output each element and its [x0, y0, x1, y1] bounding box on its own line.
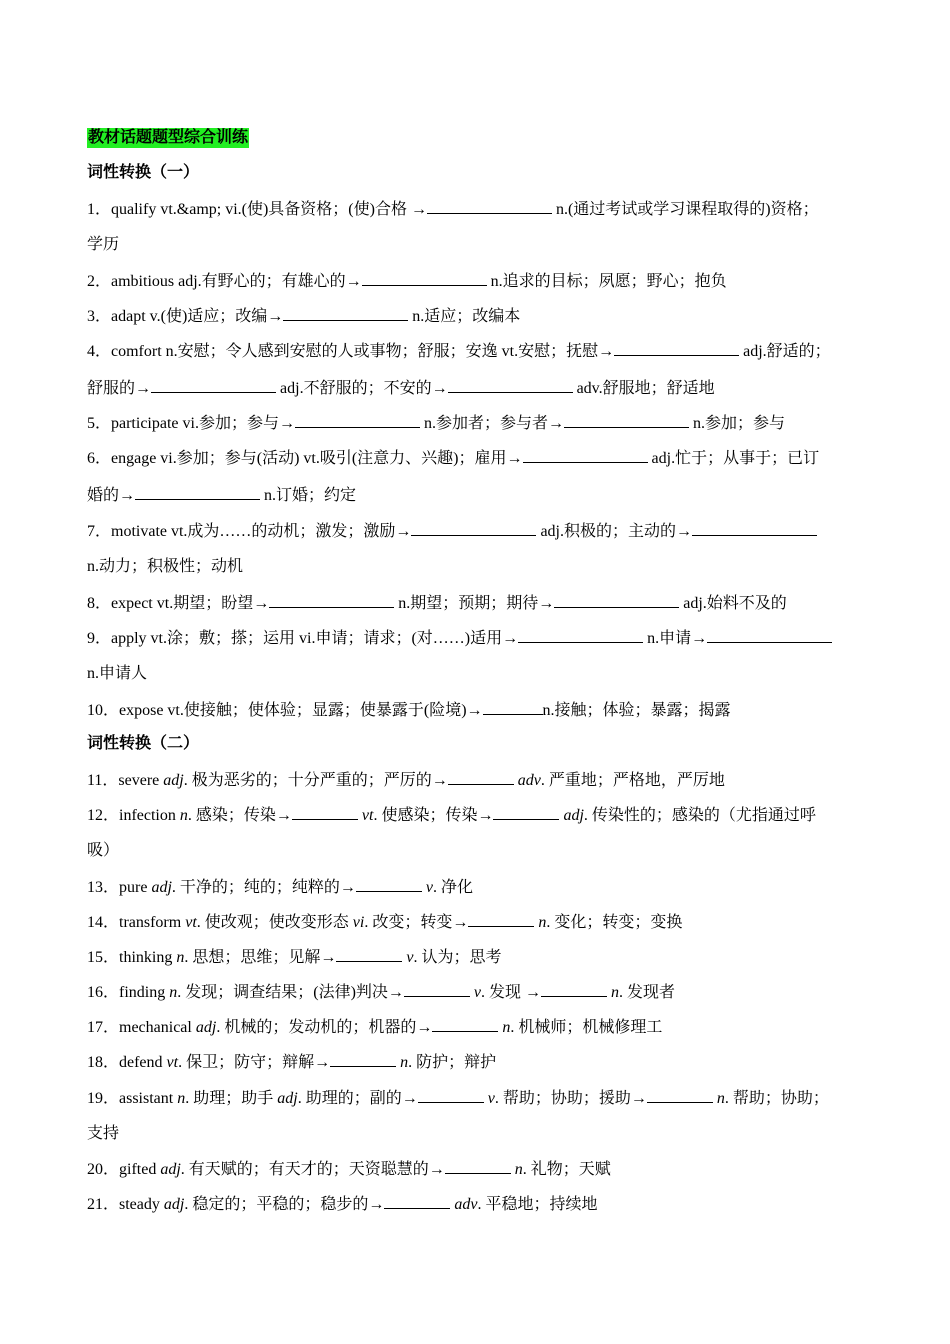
answer-blank[interactable]	[518, 627, 643, 643]
answer-blank[interactable]	[493, 804, 559, 820]
question-7-cont: n.动力；积极性；动机	[87, 558, 244, 575]
question-10: 10．expose vt.使接触；使体验；显露；使暴露于(险境)→ n.接触；体验；暴露；揭露	[87, 699, 862, 721]
answer-blank[interactable]	[483, 699, 543, 715]
question-4: 4．comfort n.安慰；令人感到安慰的人或事物；舒服；安逸 vt.安慰；抚慰→ adj.舒适的；	[87, 340, 862, 362]
answer-blank[interactable]	[614, 340, 739, 356]
answer-blank[interactable]	[554, 592, 679, 608]
question-12-cont: 吸）	[87, 842, 120, 859]
section-heading-1: 词性转换（一）	[87, 164, 200, 181]
question-5: 5．participate vi.参加；参与→ n.参加者；参与者→ n.参加；参与	[87, 412, 862, 434]
question-2: 2．ambitious adj.有野心的；有雄心的→ n.追求的目标；夙愿；野心；抱负	[87, 270, 862, 292]
answer-blank[interactable]	[283, 305, 408, 321]
question-1-cont: 学历	[87, 236, 120, 253]
answer-blank[interactable]	[448, 769, 514, 785]
answer-blank[interactable]	[269, 592, 394, 608]
answer-blank[interactable]	[404, 981, 470, 997]
answer-blank[interactable]	[330, 1051, 396, 1067]
answer-blank[interactable]	[295, 412, 420, 428]
answer-blank[interactable]	[541, 981, 607, 997]
answer-blank[interactable]	[692, 520, 817, 536]
answer-blank[interactable]	[523, 447, 648, 463]
question-12: 12．infection n. 感染；传染→ vt. 使感染；传染→ adj. 传染性的；感染的（尤指通过呼	[87, 804, 862, 826]
question-16: 16．finding n. 发现；调查结果；(法律)判决→ v. 发现 → n. 发现者	[87, 981, 862, 1003]
question-7: 7．motivate vt.成为……的动机；激发；激励→ adj.积极的；主动的→	[87, 520, 862, 542]
question-19: 19．assistant n. 助理；助手 adj. 助理的；副的→ v. 帮助；协助；援助→ n. 帮助；协助；	[87, 1087, 862, 1109]
question-4-cont: 舒服的→ adj.不舒服的；不安的→ adv.舒服地；舒适地	[87, 377, 862, 399]
answer-blank[interactable]	[135, 484, 260, 500]
answer-blank[interactable]	[432, 1016, 498, 1032]
question-21: 21．steady adj. 稳定的；平稳的；稳步的→ adv. 平稳地；持续地	[87, 1193, 862, 1215]
answer-blank[interactable]	[468, 911, 534, 927]
title-line	[87, 128, 862, 148]
question-6: 6．engage vi.参加；参与(活动) vt.吸引(注意力、兴趣)；雇用→ adj.忙于；从事于；已订	[87, 447, 862, 469]
question-8: 8．expect vt.期望；盼望→ n.期望；预期；期待→ adj.始料不及的	[87, 592, 862, 614]
answer-blank[interactable]	[292, 804, 358, 820]
question-6-cont: 婚的→ n.订婚；约定	[87, 484, 862, 506]
question-18: 18．defend vt. 保卫；防守；辩解→ n. 防护；辩护	[87, 1051, 862, 1073]
question-11: 11．severe adj. 极为恶劣的；十分严重的；严厉的→ adv. 严重地；严格地，严厉地	[87, 769, 862, 791]
question-17: 17．mechanical adj. 机械的；发动机的；机器的→ n. 机械师；机械修理工	[87, 1016, 862, 1038]
question-9: 9．apply vt.涂；敷；搽；运用 vi.申请；请求；(对……)适用→ n.申请→	[87, 627, 862, 649]
question-20: 20．gifted adj. 有天赋的；有天才的；天资聪慧的→ n. 礼物；天赋	[87, 1158, 862, 1180]
answer-blank[interactable]	[707, 627, 832, 643]
answer-blank[interactable]	[151, 377, 276, 393]
answer-blank[interactable]	[356, 876, 422, 892]
answer-blank[interactable]	[384, 1193, 450, 1209]
question-15: 15．thinking n. 思想；思维；见解→ v. 认为；思考	[87, 946, 862, 968]
answer-blank[interactable]	[445, 1158, 511, 1174]
page-title: 教材话题题型综合训练	[88, 129, 249, 146]
answer-blank[interactable]	[411, 520, 536, 536]
section-heading-2: 词性转换（二）	[87, 735, 200, 752]
answer-blank[interactable]	[362, 270, 487, 286]
answer-blank[interactable]	[647, 1087, 713, 1103]
answer-blank[interactable]	[427, 198, 552, 214]
answer-blank[interactable]	[336, 946, 402, 962]
question-1: 1．qualify vt.&amp; vi.(使)具备资格；(使)合格 → n.(通过考试或学习课程取得的)资格；	[87, 198, 862, 220]
question-9-cont: n.申请人	[87, 665, 148, 682]
question-14: 14．transform vt. 使改观；使改变形态 vi. 改变；转变→ n. 变化；转变；变换	[87, 911, 862, 933]
answer-blank[interactable]	[418, 1087, 484, 1103]
question-3: 3．adapt v.(使)适应；改编→ n.适应；改编本	[87, 305, 862, 327]
question-19-cont: 支持	[87, 1125, 120, 1142]
answer-blank[interactable]	[564, 412, 689, 428]
answer-blank[interactable]	[448, 377, 573, 393]
question-13: 13．pure adj. 干净的；纯的；纯粹的→ v. 净化	[87, 876, 862, 898]
